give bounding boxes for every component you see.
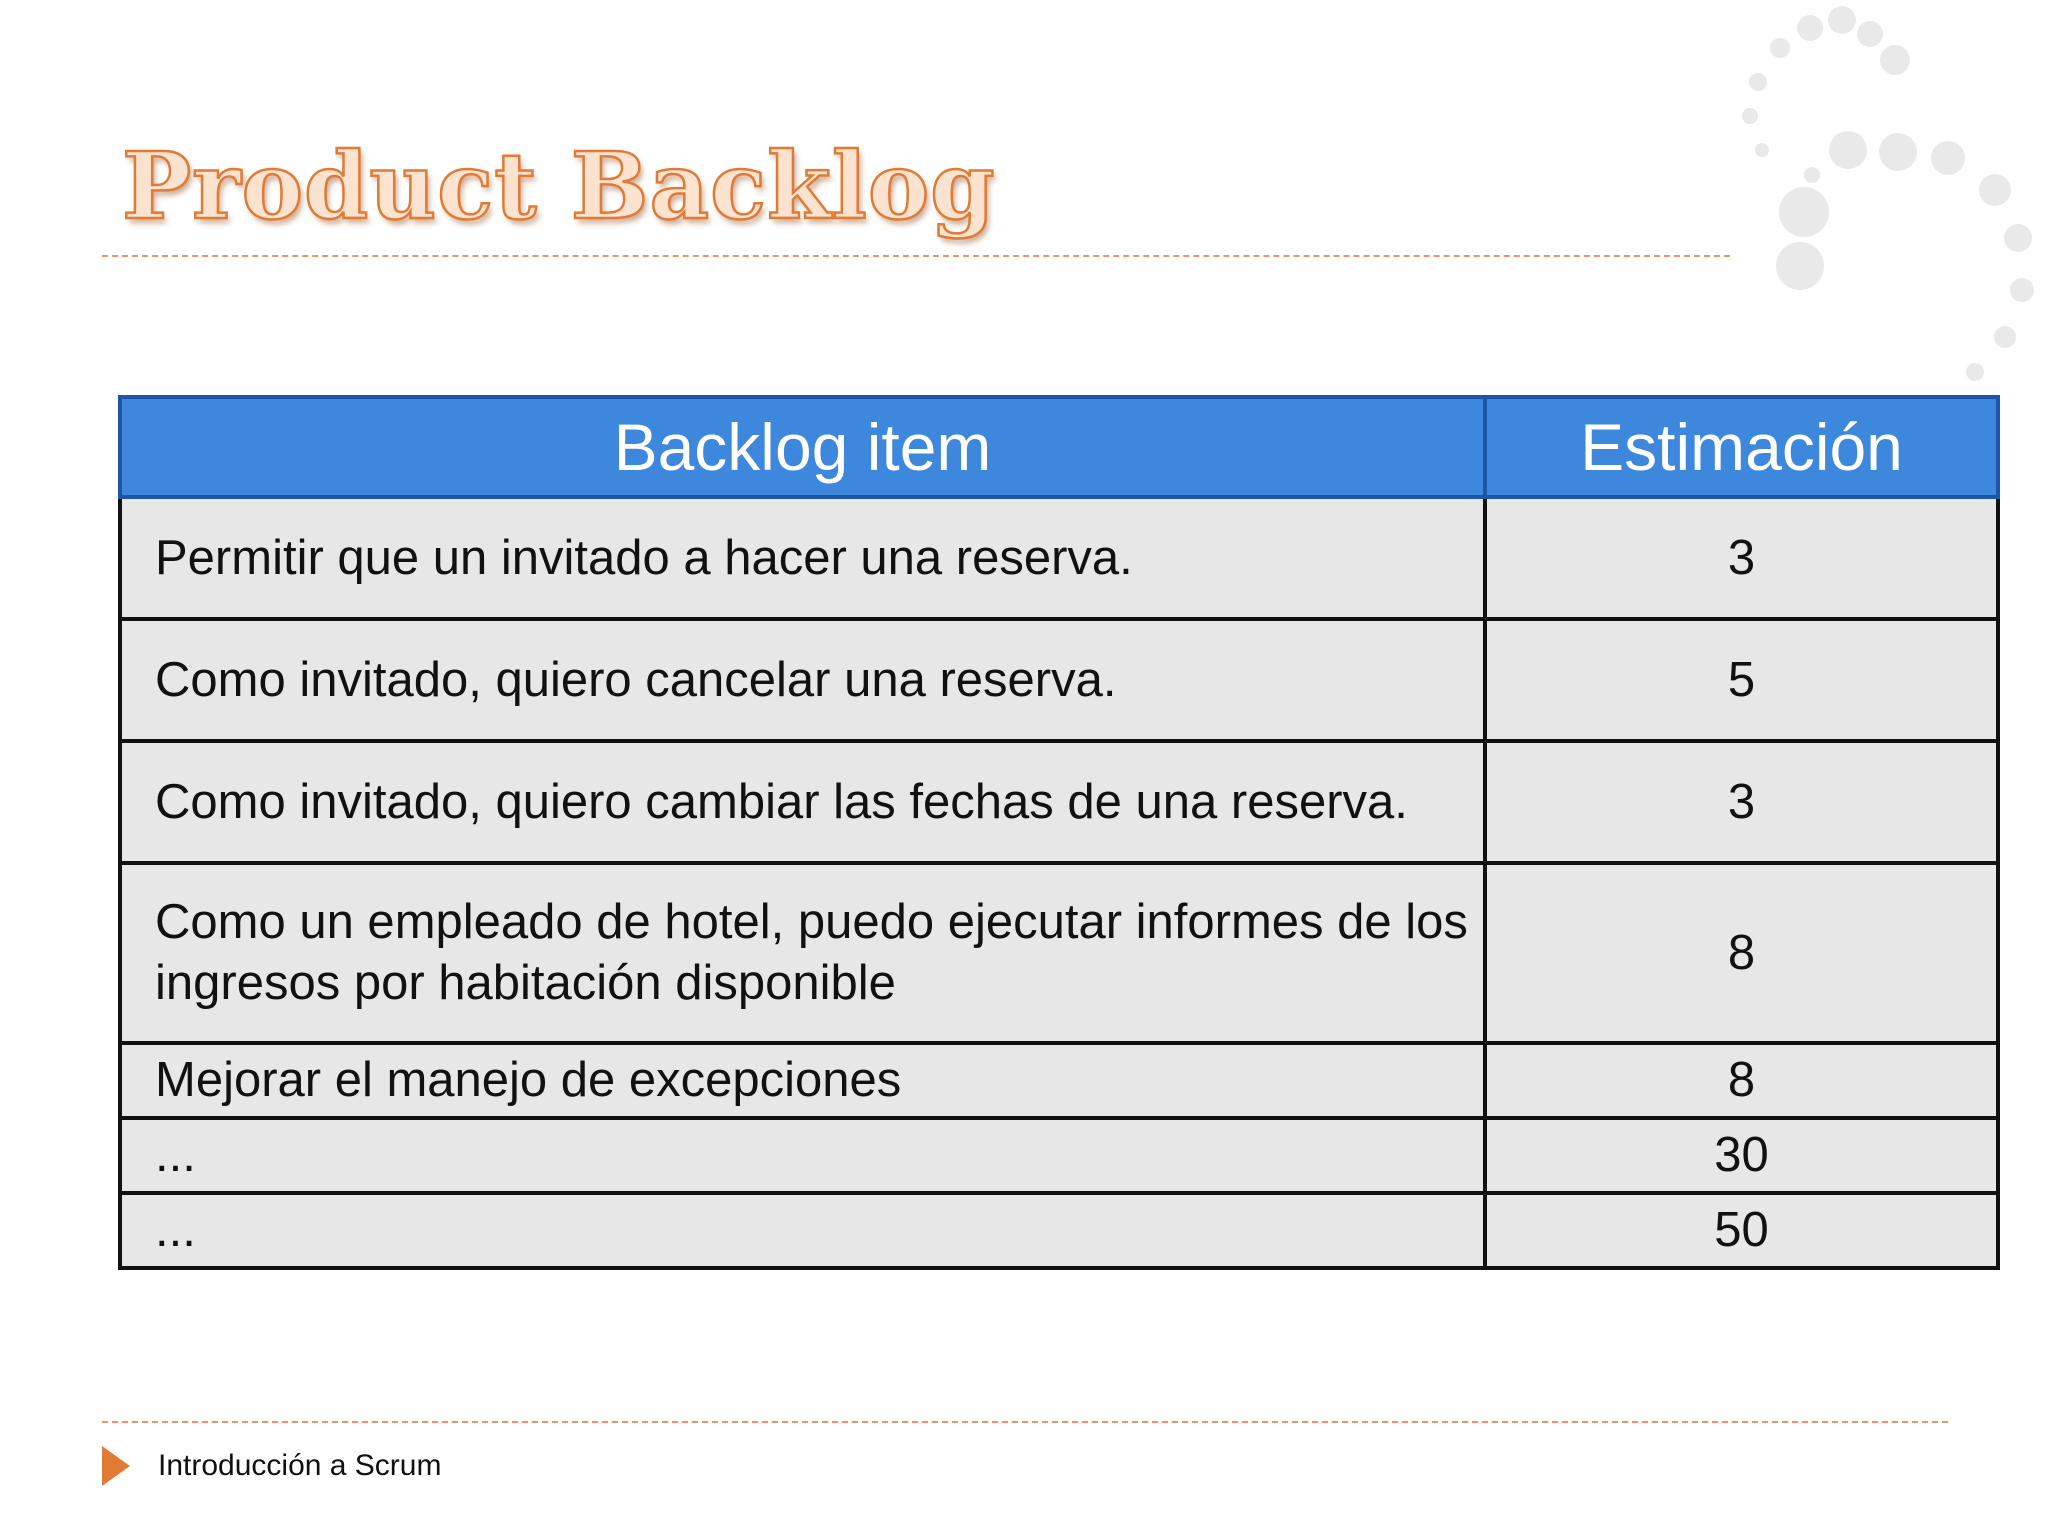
backlog-item-cell: Como invitado, quiero cambiar las fechas de una reserva.	[120, 741, 1485, 863]
estimate-cell: 3	[1485, 741, 1998, 863]
estimate-cell: 8	[1485, 863, 1998, 1043]
table-row	[120, 741, 1998, 863]
backlog-item-cell: ...	[120, 1193, 1485, 1268]
backlog-item-cell: Como un empleado de hotel, puedo ejecutar informes de los ingresos por habitación disponible	[120, 863, 1485, 1043]
backlog-item-cell: Mejorar el manejo de excepciones	[120, 1043, 1485, 1118]
header-estimate: Estimación	[1485, 397, 1998, 497]
header-backlog-item: Backlog item	[120, 397, 1485, 497]
play-arrow-icon	[102, 1446, 130, 1486]
table-header-row	[120, 397, 1998, 497]
title-divider	[102, 255, 1730, 257]
estimate-cell: 30	[1485, 1118, 1998, 1193]
table-row	[120, 1043, 1998, 1118]
table-row	[120, 1193, 1998, 1268]
table-row	[120, 863, 1998, 1043]
backlog-item-cell: Permitir que un invitado a hacer una reserva.	[120, 497, 1485, 619]
footer-divider	[102, 1421, 1948, 1423]
estimate-cell: 8	[1485, 1043, 1998, 1118]
footer-label: Introducción a Scrum	[158, 1449, 442, 1482]
estimate-cell: 50	[1485, 1193, 1998, 1268]
table-row	[120, 619, 1998, 741]
backlog-item-cell: ...	[120, 1118, 1485, 1193]
backlog-item-cell: Como invitado, quiero cancelar una reserva.	[120, 619, 1485, 741]
estimate-cell: 5	[1485, 619, 1998, 741]
decorative-dots	[1720, 0, 2048, 400]
estimate-cell: 3	[1485, 497, 1998, 619]
slide-title: Product Backlog	[122, 132, 996, 240]
backlog-table	[118, 395, 2000, 1270]
table-row	[120, 497, 1998, 619]
table-row	[120, 1118, 1998, 1193]
